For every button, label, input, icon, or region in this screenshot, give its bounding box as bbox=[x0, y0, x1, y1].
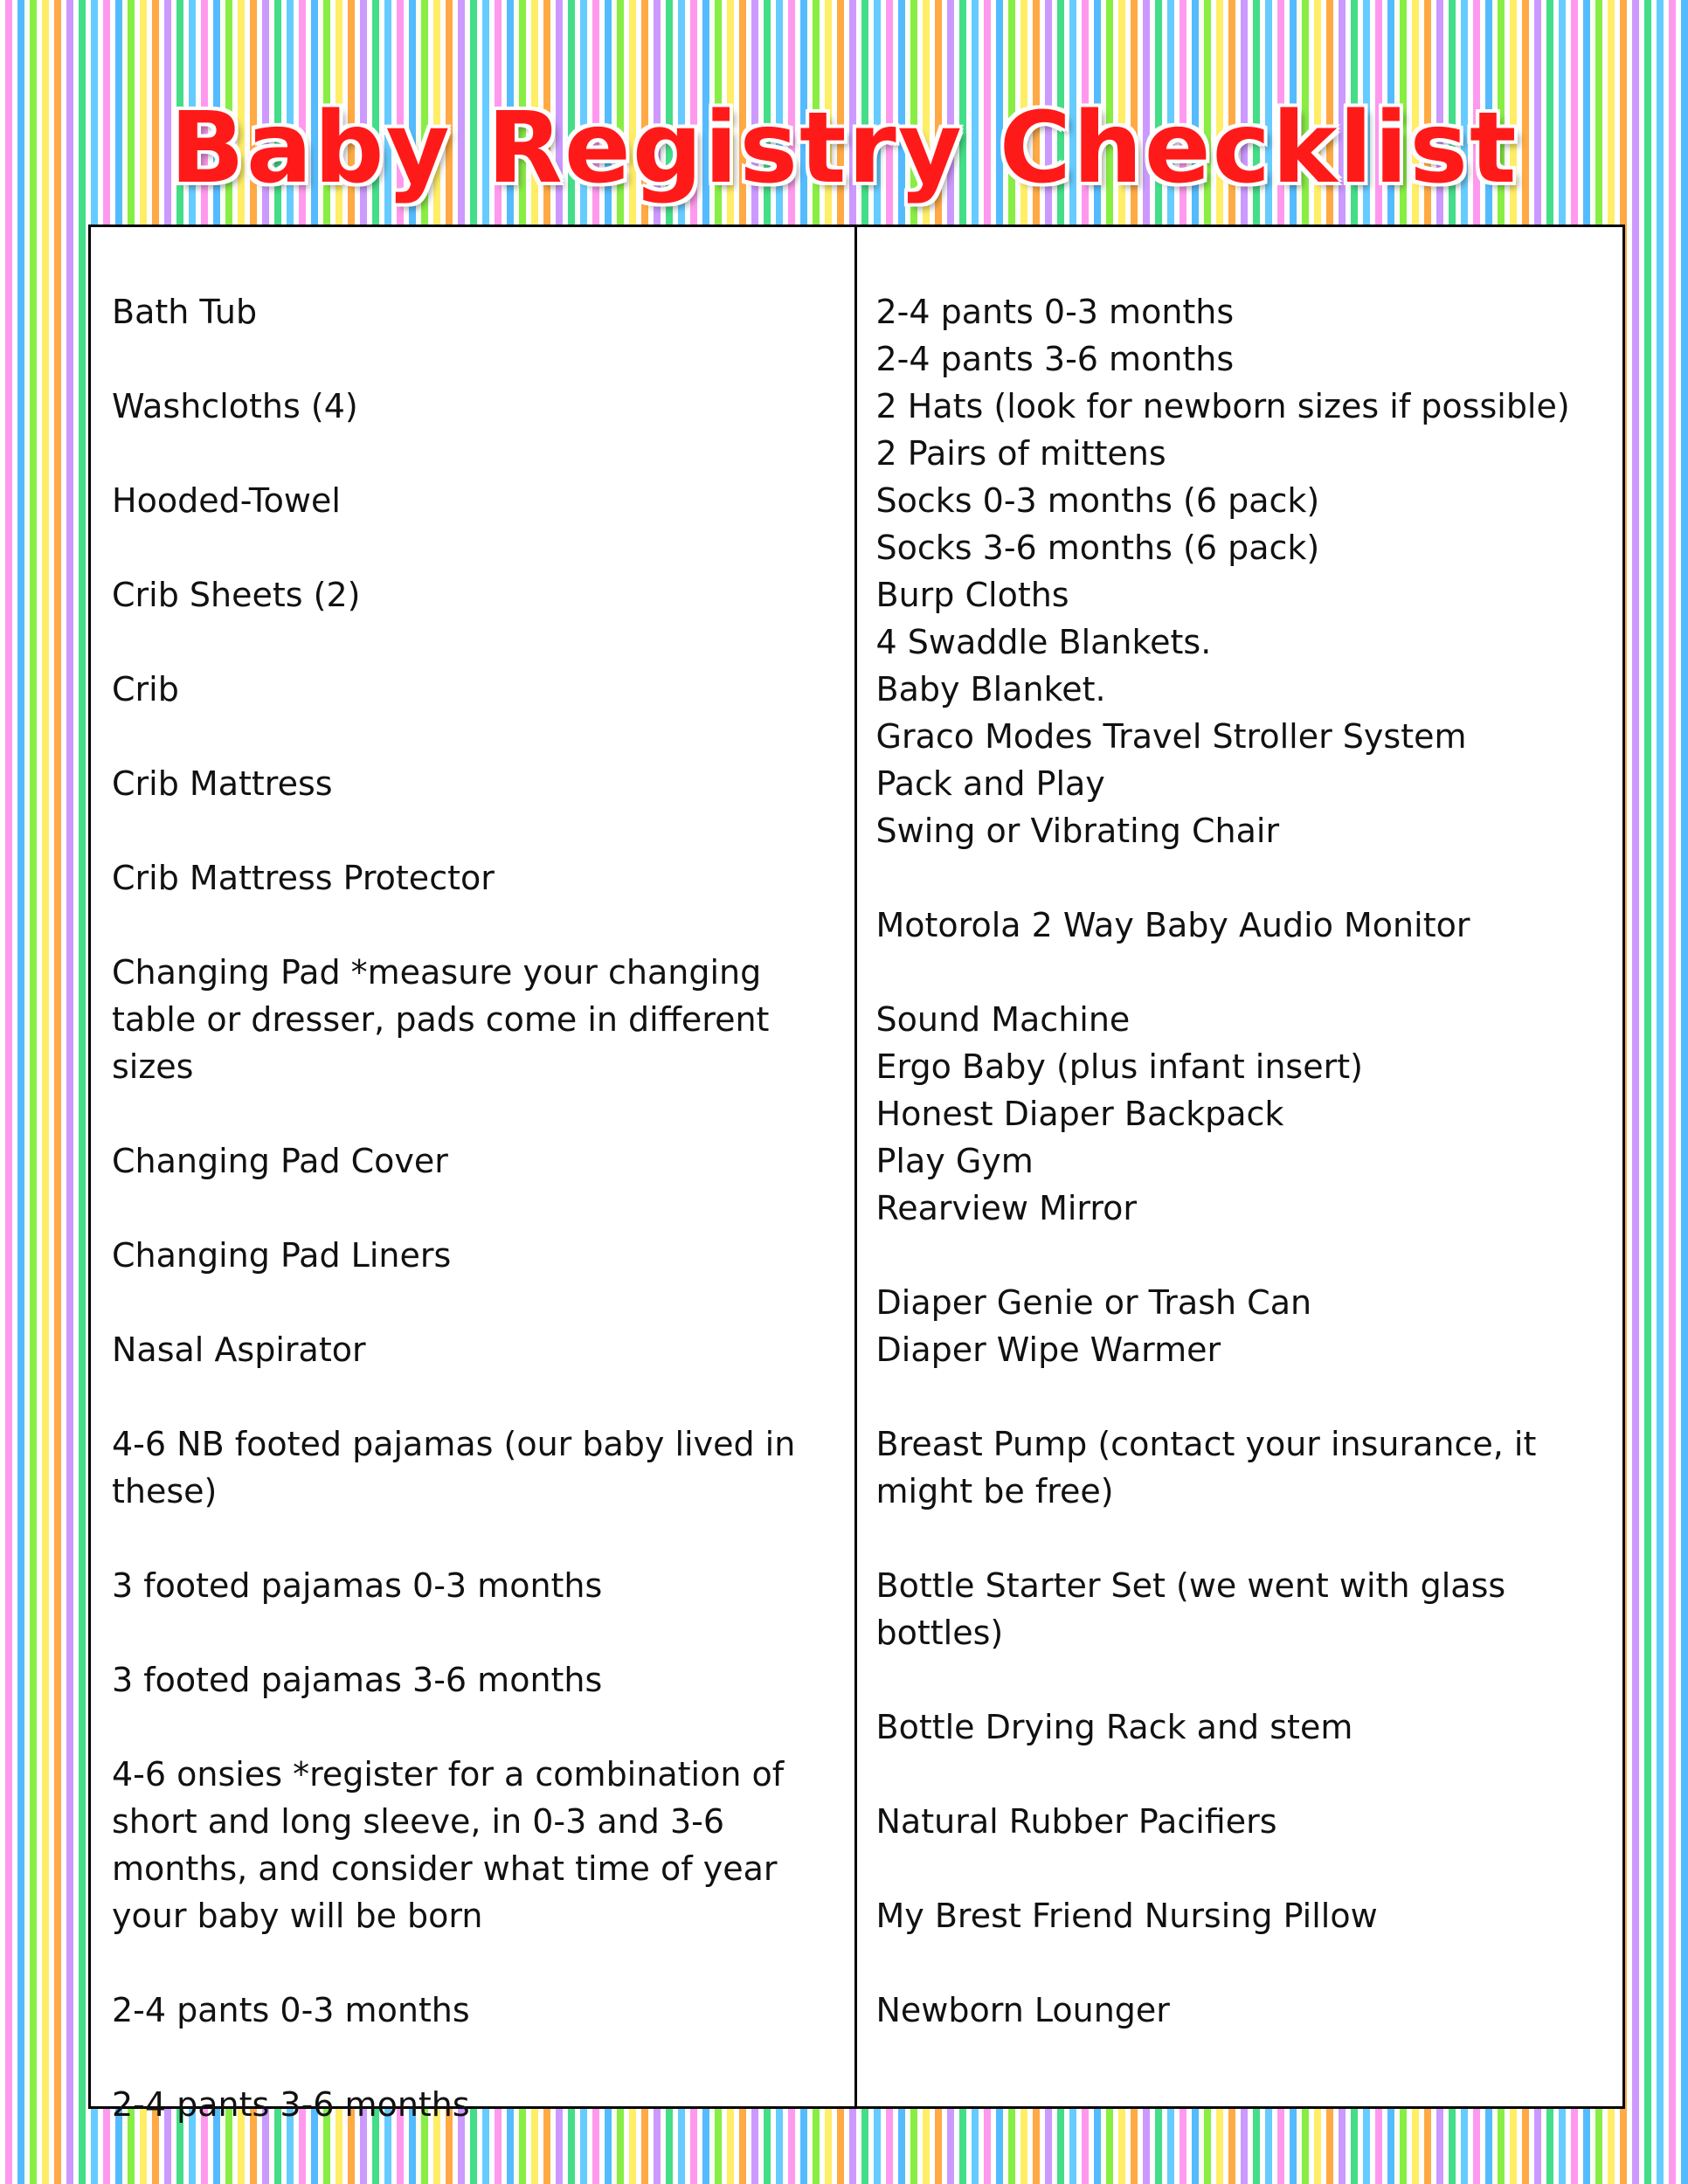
spacer bbox=[112, 1279, 828, 1326]
list-item: Graco Modes Travel Stroller System bbox=[875, 717, 1467, 756]
list-item: Swing or Vibrating Chair bbox=[875, 812, 1280, 850]
list-item: Motorola 2 Way Baby Audio Monitor bbox=[875, 906, 1470, 944]
spacer bbox=[112, 1373, 828, 1420]
left-column bbox=[91, 227, 857, 2124]
list-item: Crib bbox=[112, 670, 179, 708]
list-item: 3 footed pajamas 0-3 months bbox=[112, 1566, 603, 1605]
list-item: 2-4 pants 3-6 months bbox=[112, 2085, 470, 2124]
spacer bbox=[112, 902, 828, 949]
right-column bbox=[857, 227, 1623, 2106]
spacer bbox=[112, 2034, 828, 2081]
list-item: 2-4 pants 0-3 months bbox=[875, 293, 1235, 331]
spacer bbox=[876, 1751, 1597, 1798]
list-item: 4-6 onsies *register for a combination of short and long sleeve, in 0-3 and 3-6 months, and consider what time of year your baby will be born bbox=[112, 1755, 785, 1935]
list-item: 2-4 pants 3-6 months bbox=[875, 340, 1235, 378]
spacer bbox=[112, 1090, 828, 1137]
spacer bbox=[112, 1939, 828, 1987]
list-item: 2-4 pants 0-3 months bbox=[112, 1991, 470, 2029]
spacer bbox=[112, 335, 828, 383]
list-item: Bottle Starter Set (we went with glass bottles) bbox=[875, 1566, 1506, 1652]
list-item: Newborn Lounger bbox=[875, 1991, 1170, 2029]
list-item: Crib Sheets (2) bbox=[112, 576, 361, 614]
list-item: Bath Tub bbox=[112, 293, 258, 331]
spacer bbox=[112, 1515, 828, 1562]
list-item: 2 Hats (look for newborn sizes if possible) bbox=[875, 387, 1570, 425]
spacer bbox=[876, 854, 1597, 902]
spacer bbox=[112, 1704, 828, 1751]
list-item: Socks 3-6 months (6 pack) bbox=[875, 529, 1320, 567]
spacer bbox=[876, 1515, 1597, 1562]
list-item: Bottle Drying Rack and stem bbox=[875, 1708, 1353, 1746]
spacer bbox=[112, 1185, 828, 1232]
list-item: Sound Machine bbox=[875, 1000, 1131, 1039]
list-item: Burp Cloths bbox=[875, 576, 1069, 614]
spacer bbox=[876, 1656, 1597, 1704]
list-item: Natural Rubber Pacifiers bbox=[875, 1802, 1277, 1841]
list-item: 4-6 NB footed pajamas (our baby lived in these) bbox=[112, 1425, 796, 1510]
list-item: Breast Pump (contact your insurance, it might be free) bbox=[875, 1425, 1537, 1510]
checklist-table bbox=[88, 225, 1625, 2124]
list-item: Crib Mattress bbox=[112, 764, 333, 803]
list-item: Crib Mattress Protector bbox=[112, 859, 495, 897]
list-item: Diaper Genie or Trash Can bbox=[875, 1283, 1312, 1322]
list-item: Nasal Aspirator bbox=[112, 1330, 366, 1369]
list-item: Washcloths (4) bbox=[112, 387, 358, 425]
list-item: Rearview Mirror bbox=[875, 1189, 1138, 1227]
list-item: Honest Diaper Backpack bbox=[875, 1095, 1284, 1133]
list-item: Baby Blanket. bbox=[875, 670, 1106, 708]
list-item: 4 Swaddle Blankets. bbox=[875, 623, 1212, 661]
list-item: Changing Pad Cover bbox=[112, 1142, 448, 1180]
spacer bbox=[876, 1845, 1597, 1892]
spacer bbox=[112, 1609, 828, 1656]
list-item: Ergo Baby (plus infant insert) bbox=[875, 1047, 1363, 1086]
list-item: Play Gym bbox=[875, 1142, 1034, 1180]
list-item: Socks 0-3 months (6 pack) bbox=[875, 481, 1320, 520]
list-item: Changing Pad Liners bbox=[112, 1236, 452, 1275]
list-item: Pack and Play bbox=[875, 764, 1105, 803]
spacer bbox=[112, 713, 828, 760]
spacer bbox=[876, 1939, 1597, 1987]
list-item: 3 footed pajamas 3-6 months bbox=[112, 1661, 603, 1699]
spacer bbox=[112, 619, 828, 666]
spacer bbox=[876, 1232, 1597, 1279]
spacer bbox=[112, 524, 828, 571]
page-title: Baby Registry Checklist bbox=[169, 92, 1519, 205]
list-item: My Brest Friend Nursing Pillow bbox=[875, 1897, 1378, 1935]
list-item: 2 Pairs of mittens bbox=[875, 434, 1166, 473]
spacer bbox=[112, 430, 828, 477]
list-item: Changing Pad *measure your changing table or dresser, pads come in different sizes bbox=[112, 953, 770, 1086]
list-item: Diaper Wipe Warmer bbox=[875, 1330, 1221, 1369]
spacer bbox=[876, 1373, 1597, 1420]
list-item: Hooded-Towel bbox=[112, 481, 341, 520]
spacer bbox=[876, 949, 1597, 996]
spacer bbox=[112, 807, 828, 854]
